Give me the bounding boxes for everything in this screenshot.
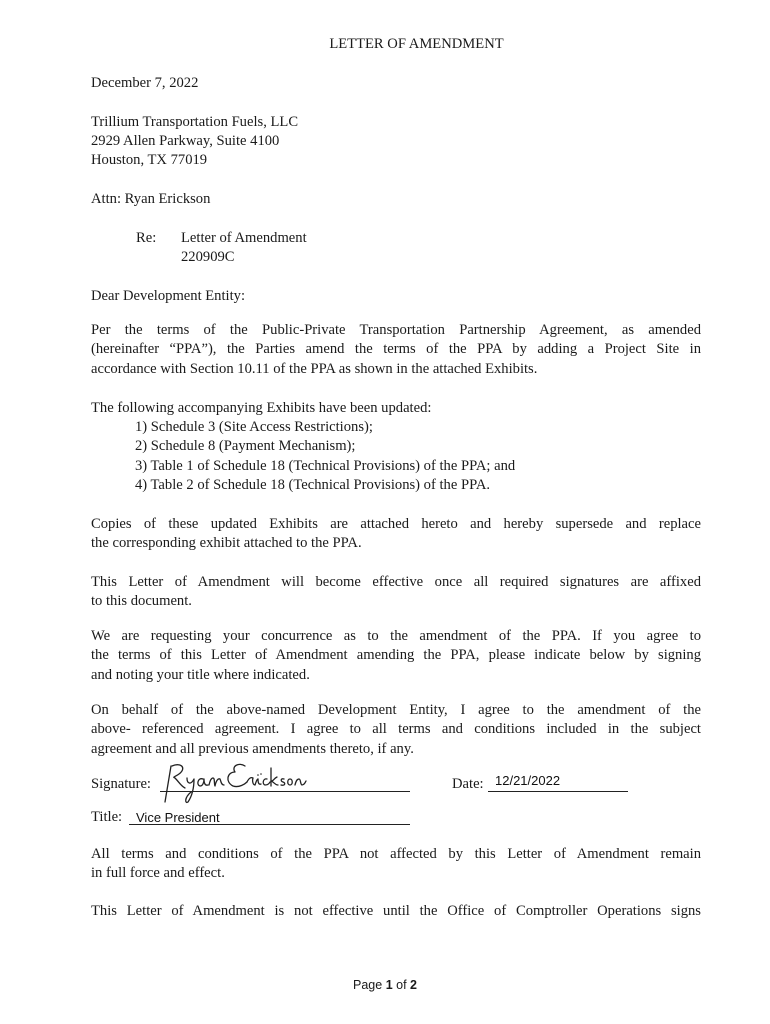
- letter-heading: LETTER OF AMENDMENT: [329, 36, 504, 52]
- page-label: Page: [353, 978, 383, 992]
- recipient-line-2: 2929 Allen Parkway, Suite 4100: [91, 133, 280, 149]
- exhibits-intro: The following accompanying Exhibits have been updated:: [91, 400, 432, 416]
- date-label: Date:: [452, 776, 484, 792]
- paragraph-effective: [91, 573, 701, 612]
- current-page-number: 1: [385, 978, 393, 992]
- signature-label: Signature:: [91, 776, 151, 792]
- letter-date: December 7, 2022: [91, 75, 199, 91]
- paragraph-agreement: [91, 701, 701, 759]
- paragraph-line: On behalf of the above-named Development Entity, I agree to the amendment of the: [91, 702, 701, 718]
- paragraph-line: the corresponding exhibit attached to the PPA.: [91, 535, 362, 552]
- paragraph-line: We are requesting your concurrence as to the amendment of the PPA. If you agree to: [91, 628, 701, 644]
- paragraph-comptroller: [91, 902, 701, 921]
- re-label: Re:: [136, 230, 157, 246]
- signed-date-value: 12/21/2022: [495, 773, 561, 788]
- paragraph-line: agreement and all previous amendments thereto, if any.: [91, 740, 414, 757]
- recipient-line-1: Trillium Transportation Fuels, LLC: [91, 114, 299, 130]
- paragraph-line: accordance with Section 10.11 of the PPA as shown in the attached Exhibits.: [91, 360, 538, 377]
- re-subject: Letter of Amendment: [181, 230, 307, 246]
- recipient-line-3: Houston, TX 77019: [91, 152, 208, 168]
- handwritten-signature: [163, 758, 313, 808]
- attn-line: Attn: Ryan Erickson: [91, 191, 211, 207]
- paragraph-line: This Letter of Amendment will become effective once all required signatures are affixed: [91, 574, 701, 590]
- re-reference-number: 220909C: [181, 249, 235, 265]
- paragraph-terms: [91, 321, 701, 379]
- paragraph-line: Copies of these updated Exhibits are attached hereto and hereby supersede and replace: [91, 516, 701, 532]
- page-number-footer: [0, 978, 770, 992]
- of-label: of: [396, 978, 407, 992]
- date-line: [488, 791, 628, 792]
- signer-title-value: Vice President: [136, 810, 220, 825]
- paragraph-line: All terms and conditions of the PPA not affected by this Letter of Amendment remain: [91, 846, 701, 862]
- paragraph-line: to this document.: [91, 593, 192, 610]
- list-item: 3) Table 1 of Schedule 18 (Technical Provisions) of the PPA; and: [135, 457, 516, 474]
- paragraph-line: and noting your title where indicated.: [91, 666, 310, 683]
- paragraph-line: This Letter of Amendment is not effective until the Office of Comptroller Operations signs: [91, 903, 701, 919]
- list-item: 1) Schedule 3 (Site Access Restrictions);: [135, 419, 373, 435]
- paragraph-line: above- referenced agreement. I agree to all terms and conditions included in the subject: [91, 721, 701, 738]
- title-label: Title:: [91, 809, 123, 825]
- paragraph-line: the terms of this Letter of Amendment amending the PPA, please indicate below by signing: [91, 647, 701, 664]
- total-pages-number: 2: [410, 978, 417, 992]
- exhibits-list: [135, 418, 515, 496]
- list-item: 2) Schedule 8 (Payment Mechanism);: [135, 438, 356, 455]
- paragraph-copies: [91, 515, 701, 554]
- paragraph-line: (hereinafter “PPA”), the Parties amend the terms of the PPA by adding a Project Site in: [91, 341, 701, 358]
- list-item: 4) Table 2 of Schedule 18 (Technical Provisions) of the PPA.: [135, 477, 491, 494]
- paragraph-full-force: [91, 845, 701, 884]
- paragraph-concurrence: [91, 627, 701, 685]
- salutation: Dear Development Entity:: [91, 288, 245, 304]
- paragraph-line: in full force and effect.: [91, 865, 225, 882]
- paragraph-line: Per the terms of the Public-Private Transportation Partnership Agreement, as amended: [91, 322, 701, 338]
